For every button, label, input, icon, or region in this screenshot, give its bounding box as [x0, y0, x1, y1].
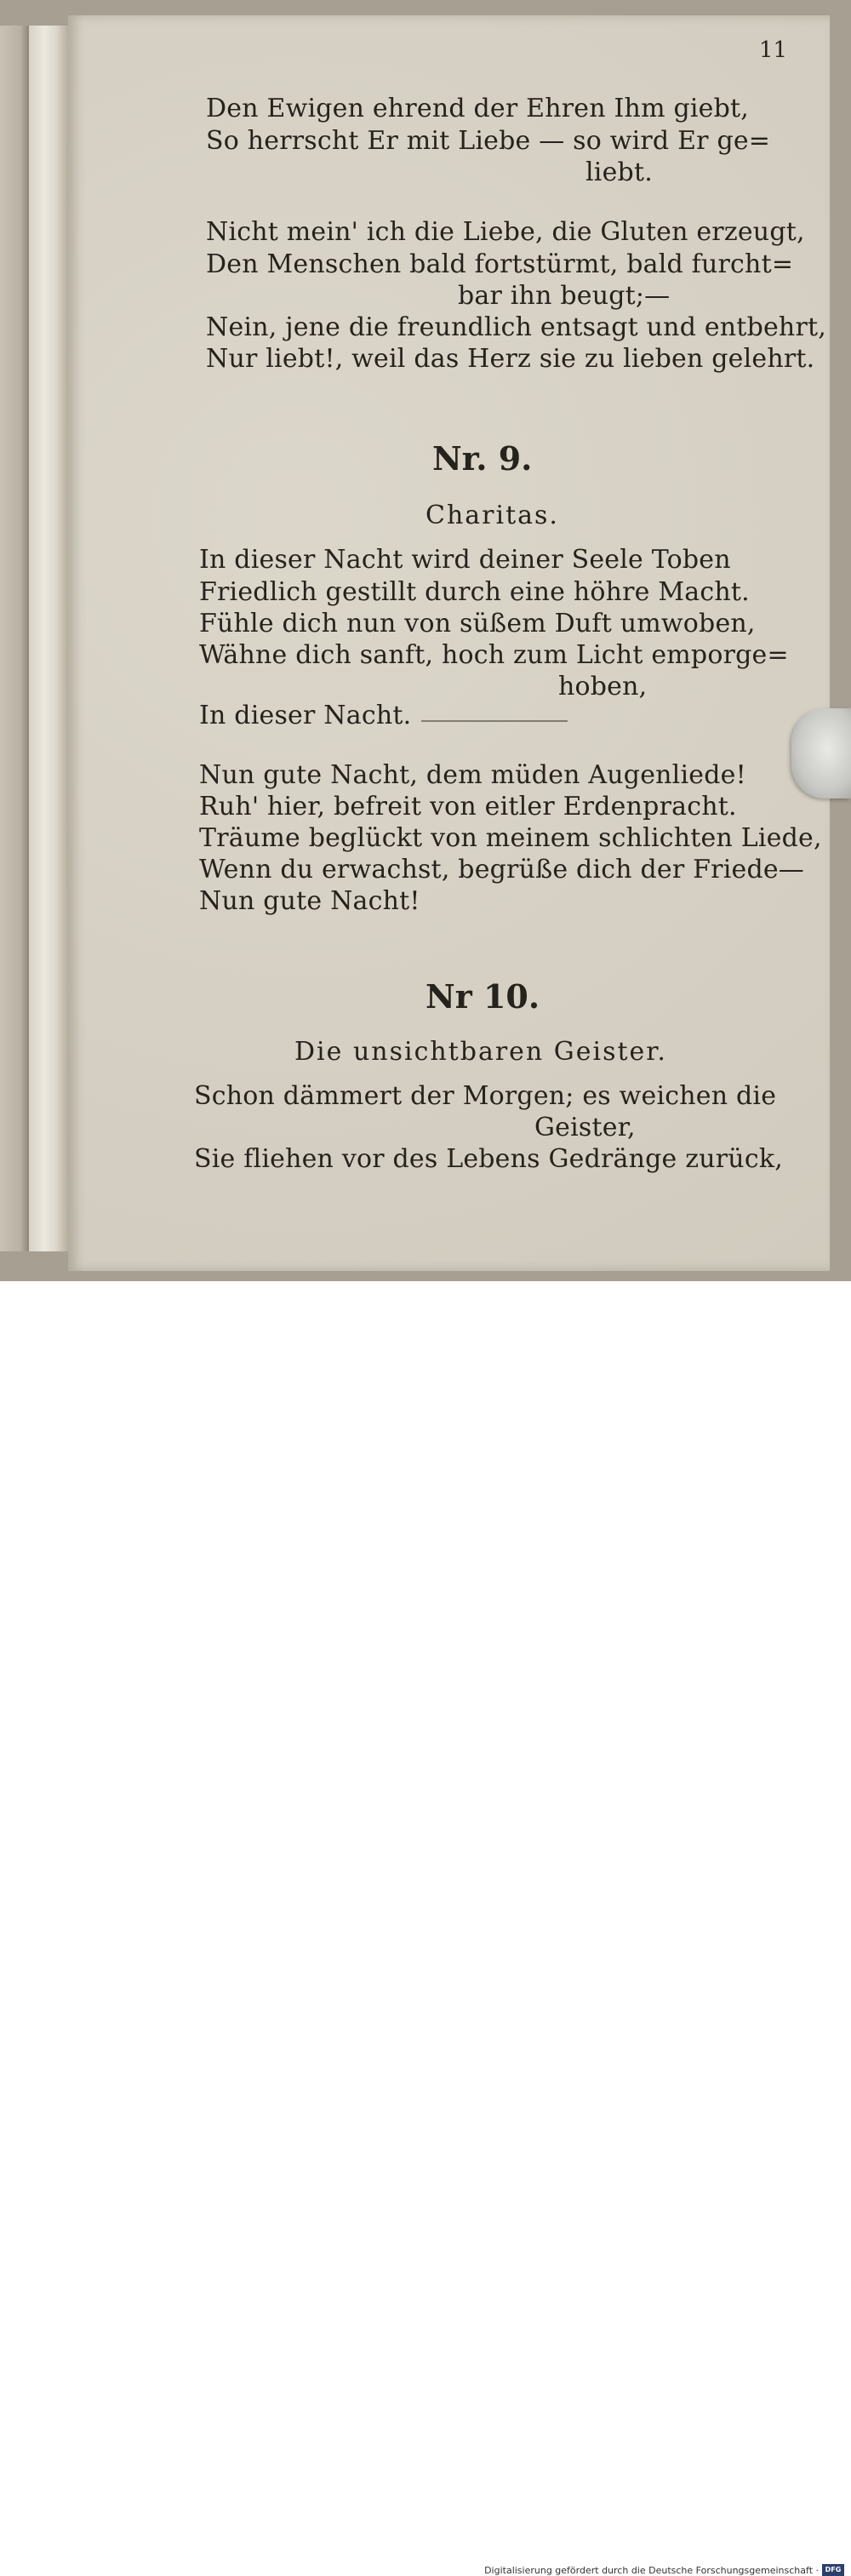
verse-line: Friedlich gestillt durch eine höhre Macht.: [199, 577, 750, 607]
section-title: Die unsichtbaren Geister.: [294, 1037, 667, 1067]
verse-line: liebt.: [585, 157, 653, 187]
verse-line: Ruh' hier, befreit von eitler Erdenpracht.: [199, 792, 737, 821]
verse-line: Geister,: [534, 1113, 636, 1142]
section-title: Charitas.: [426, 501, 559, 530]
verse-line: Nun gute Nacht!: [199, 886, 420, 916]
verse-line: So herrscht Er mit Liebe — so wird Er ge=: [206, 126, 771, 156]
page-number: 11: [759, 37, 788, 63]
verse-line: Sie fliehen vor des Lebens Gedränge zurück,: [194, 1144, 783, 1174]
verse-line: hoben,: [558, 672, 648, 701]
verse-line: Nur liebt!, weil das Herz sie zu lieben gelehrt.: [206, 344, 815, 374]
scan-background: [0, 0, 851, 1281]
verse-line: Träume beglückt von meinem schlichten Liede,: [199, 823, 822, 853]
verse-line: In dieser Nacht wird deiner Seele Toben: [199, 545, 731, 575]
dfg-logo-icon: DFG: [822, 2564, 844, 2576]
verse-line: Wähne dich sanft, hoch zum Licht emporge=: [199, 640, 789, 670]
verse-line: Den Ewigen ehrend der Ehren Ihm giebt,: [206, 94, 749, 123]
decorative-rule: [421, 720, 568, 722]
verse-line: Nicht mein' ich die Liebe, die Gluten erzeugt,: [206, 217, 805, 247]
funding-credit: Digitalisierung gefördert durch die Deutsche Forschungsgemeinschaft ·: [484, 2565, 819, 2576]
verse-line: Nein, jene die freundlich entsagt und entbehrt,: [206, 312, 826, 342]
verse-line: Nun gute Nacht, dem müden Augenliede!: [199, 760, 746, 790]
verse-line: Fühle dich nun von süßem Duft umwoben,: [199, 609, 756, 638]
section-number: Nr. 9.: [432, 439, 533, 478]
footer-bar: [0, 1281, 851, 2576]
previous-page-edge: [0, 26, 29, 1251]
verse-line: Den Menschen bald fortstürmt, bald furcht=: [206, 249, 794, 279]
verse-line: bar ihn beugt;—: [458, 281, 671, 311]
verse-line: Wenn du erwachst, begrüße dich der Friede—: [199, 855, 804, 884]
verse-line: Schon dämmert der Morgen; es weichen die: [194, 1081, 777, 1111]
binding-strip: [29, 26, 69, 1251]
section-number: Nr 10.: [426, 977, 540, 1016]
page-clip: [791, 708, 851, 799]
verse-line: In dieser Nacht.: [199, 701, 412, 730]
